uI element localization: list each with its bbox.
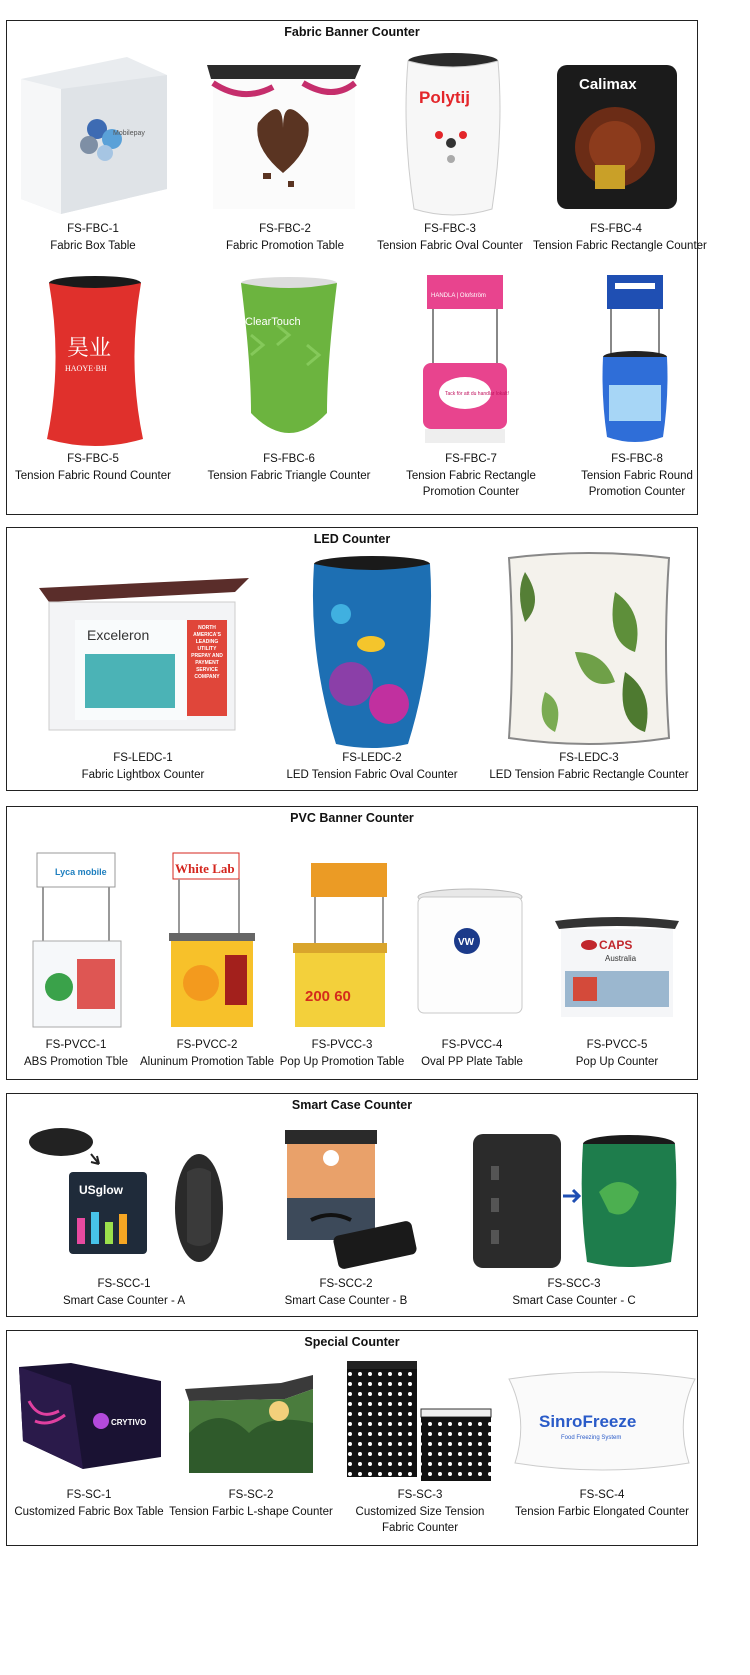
product-image (599, 275, 675, 449)
product-name: Tension Fabric Round Counter (15, 470, 171, 482)
product-card (547, 847, 687, 1077)
product-name: Fabric Box Table (50, 240, 136, 252)
brand-logo-text: SinroFreeze (539, 1412, 637, 1431)
product-name-line2: Promotion Counter (422, 486, 520, 498)
brand-logo-text: VW (458, 937, 475, 948)
product-card (17, 1122, 231, 1314)
product-image (553, 917, 681, 1023)
product-card (575, 275, 699, 505)
product-card (203, 275, 375, 505)
product-code: FS-PVCC-3 (311, 1039, 373, 1051)
product-name-line2: Fabric Counter (381, 1522, 459, 1534)
product-name: Tension Fabric Oval Counter (377, 240, 523, 252)
product-image (405, 51, 501, 217)
product-code: FS-SCC-1 (97, 1278, 151, 1290)
product-code: FS-FBC-2 (259, 223, 311, 235)
brand-logo-text: 200 60 (305, 988, 351, 1005)
product-card (169, 1357, 333, 1547)
product-card (27, 550, 259, 790)
product-image (507, 1371, 697, 1475)
product-name: Tension Fabric Rectangle Counter (533, 240, 707, 252)
product-name: Tension Fabric Triangle Counter (207, 470, 371, 482)
product-name: Pop Up Promotion Table (279, 1056, 405, 1068)
product-card (365, 45, 535, 255)
product-name: Oval PP Plate Table (421, 1056, 523, 1068)
product-name-line1: Tension Fabric Rectangle (406, 470, 536, 482)
product-image (183, 1373, 317, 1473)
section-title: Special Counter (304, 1335, 400, 1349)
product-code: FS-SC-1 (66, 1489, 112, 1501)
product-name: LED Tension Fabric Rectangle Counter (489, 769, 689, 781)
brand-logo-subtext: Australia (605, 954, 637, 963)
brand-logo-text: Polytij (419, 88, 471, 107)
brand-logo-text: 昊业 (67, 336, 112, 361)
section-title: LED Counter (313, 532, 391, 546)
product-name: Customized Fabric Box Table (14, 1506, 164, 1518)
product-image (345, 1359, 495, 1485)
product-image (21, 1122, 229, 1266)
brand-logo-text: CRYTIVO (111, 1418, 147, 1427)
product-card (11, 45, 175, 255)
product-name: Fabric Promotion Table (225, 240, 345, 252)
product-code: FS-SC-2 (228, 1489, 274, 1501)
product-code: FS-SCC-2 (319, 1278, 373, 1290)
section-special-counter (6, 1330, 698, 1546)
product-name: ABS Promotion Tble (24, 1056, 128, 1068)
product-code: FS-FBC-1 (67, 223, 119, 235)
product-image (413, 887, 527, 1023)
section-title: PVC Banner Counter (290, 811, 414, 825)
product-card (261, 1122, 431, 1314)
brand-logo-subtext: HAOYE·BH (65, 364, 107, 373)
product-card (507, 1357, 697, 1547)
product-code: FS-FBC-8 (611, 453, 663, 465)
product-card (403, 275, 539, 505)
product-image (237, 275, 341, 447)
product-name-line1: Tension Fabric Round (581, 470, 693, 482)
brand-logo-text: Calimax (579, 76, 637, 93)
product-name: Smart Case Counter - B (284, 1295, 408, 1307)
product-code: FS-PVCC-5 (586, 1039, 648, 1051)
brand-logo-text: HANDLA | Olofström (431, 293, 486, 299)
product-name: LED Tension Fabric Oval Counter (286, 769, 458, 781)
product-name: Smart Case Counter - A (62, 1295, 186, 1307)
product-name: Pop Up Counter (575, 1056, 659, 1068)
brand-logo-subtext: Food Freezing System (561, 1435, 622, 1441)
product-name: Smart Case Counter - C (512, 1295, 636, 1307)
product-code: FS-SC-4 (579, 1489, 625, 1501)
brand-logo-text: Mobilepay (113, 130, 145, 137)
product-code: FS-PVCC-2 (176, 1039, 238, 1051)
product-image (555, 61, 679, 213)
product-image (281, 1128, 421, 1272)
product-code: FS-SC-3 (397, 1489, 443, 1501)
product-code: FS-FBC-4 (590, 223, 642, 235)
product-image (17, 49, 173, 217)
product-card (277, 847, 407, 1077)
product-image (203, 53, 365, 215)
product-name-line1: Customized Size Tension (355, 1506, 485, 1518)
brand-logo-subtext: Tack för att du handlar lokalt! (445, 391, 509, 397)
product-name: Fabric Lightbox Counter (81, 769, 205, 781)
product-image (47, 275, 143, 449)
product-code: FS-FBC-7 (445, 453, 497, 465)
section-pvc-banner-counter (6, 806, 698, 1080)
product-code: FS-LEDC-1 (113, 752, 173, 764)
product-image (469, 1132, 679, 1272)
section-smart-case-counter (6, 1093, 698, 1317)
product-code: FS-LEDC-3 (559, 752, 619, 764)
product-card (469, 1122, 679, 1314)
brand-logo-text: Exceleron (87, 627, 150, 643)
product-image (31, 847, 125, 1033)
section-led-counter (6, 527, 698, 791)
product-code: FS-SCC-3 (547, 1278, 601, 1290)
product-code: FS-PVCC-1 (45, 1039, 107, 1051)
product-card (489, 550, 689, 790)
product-code: FS-FBC-3 (424, 223, 476, 235)
product-card (341, 1357, 499, 1547)
product-image (287, 847, 393, 1033)
product-code: FS-LEDC-2 (342, 752, 402, 764)
product-card (11, 847, 141, 1077)
product-card (203, 45, 367, 255)
section-title: Fabric Banner Counter (284, 25, 420, 39)
product-code: FS-FBC-5 (67, 453, 119, 465)
brand-logo-text: Lyca mobile (55, 867, 107, 877)
product-code: FS-FBC-6 (263, 453, 315, 465)
product-name: Tension Farbic L-shape Counter (169, 1506, 333, 1518)
product-code: FS-PVCC-4 (441, 1039, 503, 1051)
brand-logo-text: CAPS (599, 938, 633, 952)
product-card (139, 847, 275, 1077)
product-name: Aluninum Promotion Table (139, 1056, 275, 1068)
brand-logo-text: ClearTouch (245, 316, 301, 328)
product-image (311, 554, 433, 750)
section-title: Smart Case Counter (291, 1098, 413, 1112)
product-card (533, 45, 707, 255)
product-image (423, 275, 521, 449)
product-card (11, 1357, 167, 1547)
product-name: Tension Farbic Elongated Counter (515, 1506, 689, 1518)
product-name-line2: Promotion Counter (588, 486, 686, 498)
product-image: Exceleron NORTH AMERICA'S LEADING UTILITY PREPAY AND PAYMENT SERVICE COMPANY (35, 558, 251, 734)
product-card (11, 275, 175, 505)
product-image (505, 552, 673, 748)
brand-logo-text: White Lab (175, 861, 235, 876)
product-image (15, 1361, 165, 1475)
product-card (407, 847, 537, 1077)
product-image (167, 847, 263, 1033)
section-fabric-banner-counter (6, 20, 707, 515)
product-card (277, 550, 467, 790)
brand-logo-text: USglow (79, 1183, 123, 1197)
